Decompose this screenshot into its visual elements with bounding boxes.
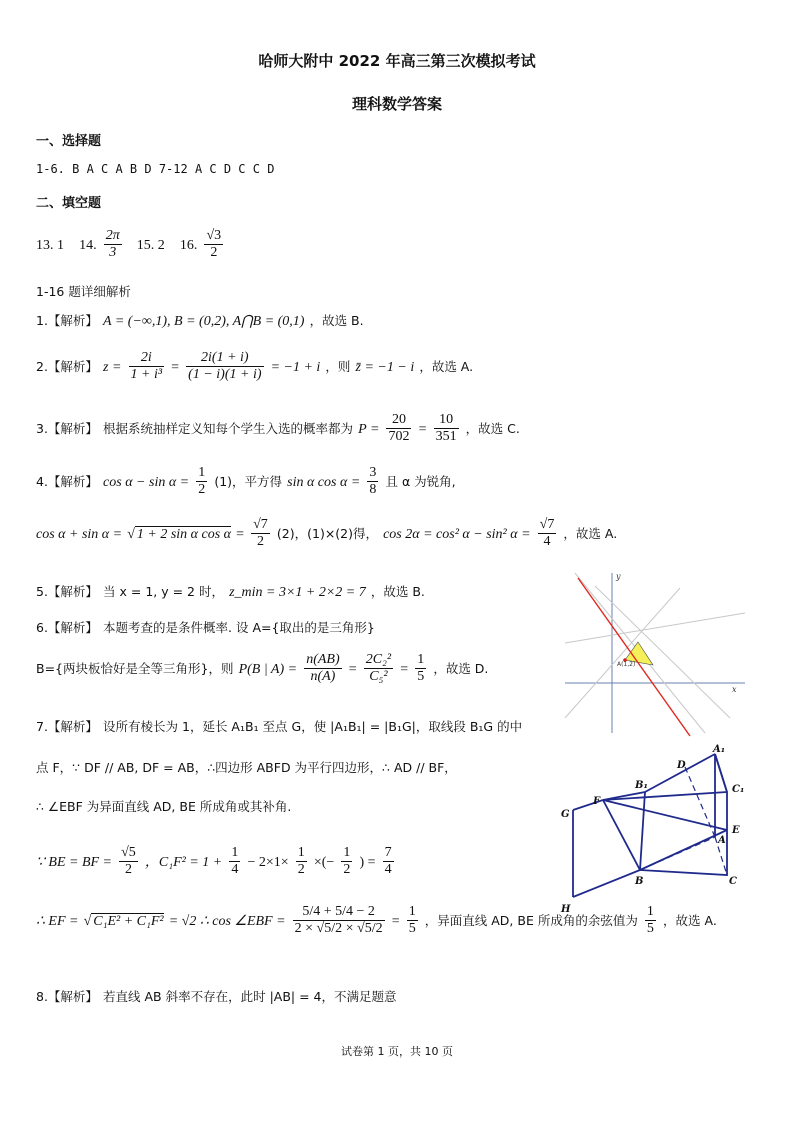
linear-programming-graph — [560, 568, 750, 738]
q7-cos-fraction — [293, 904, 385, 937]
q7-cos-ebf: = √2 ∴ cos ∠EBF = — [168, 914, 286, 929]
point-label: A(1,2) — [617, 661, 636, 668]
q5-text: 当 x = 1, y = 2 时， — [103, 584, 224, 599]
q7-conclusion: ，异面直线 AD, BE 所成角的余弦值为 — [424, 913, 638, 928]
q4-sqrt7-4-num: √7 — [539, 517, 555, 532]
q6-tail: ，故选 D. — [433, 661, 489, 676]
prism-figure — [555, 742, 755, 922]
q7-minus-term: − 2×1× — [247, 855, 289, 870]
q7-1-2b-num: 1 — [343, 845, 351, 860]
q6-f1-den: n(A) — [310, 669, 336, 684]
q7-sqrt5-num: √5 — [121, 845, 136, 860]
q6-line-2: B={两块板恰好是全等三角形}，则 P(B | A) = $\frac{n(AB)}{n(A)}$ = $\frac{\text{2C₂²}}{\text{C₅²}}$ = $\frac{1}{5}$ ，故选 D. — [36, 652, 489, 684]
q7-cos-num: 5/4 + 5/4 − 2 — [293, 904, 385, 921]
q6-f1-num: n(AB) — [306, 652, 340, 667]
q7-1-5b-den: 5 — [646, 921, 654, 936]
q6-f3-den: 5 — [417, 669, 425, 684]
q8-label: 8.【解析】 — [36, 989, 98, 1004]
label-d: D — [677, 760, 686, 771]
label-c: C — [729, 876, 737, 887]
q2-eq: = — [171, 360, 180, 375]
q2-f2-den: (1 − i)(1 + i) — [188, 367, 262, 382]
q6-b-def: B={两块板恰好是全等三角形}，则 — [36, 661, 234, 676]
q7-tail: ，故选 A. — [663, 913, 717, 928]
q6-fraction-1 — [304, 652, 341, 685]
q2-tail: ，故选 A. — [419, 359, 474, 374]
q4-sqrt7-4-den: 4 — [543, 534, 551, 549]
q1-tail: ，故选 B. — [309, 313, 364, 328]
edge-c1-a1 — [715, 754, 727, 792]
q2-result: = −1 + i — [270, 360, 321, 375]
answer-15: 15. 2 — [136, 238, 165, 253]
q2-then: ，则 — [325, 359, 351, 374]
q7-eq-2: = — [391, 914, 400, 929]
q7-ef-radicand: C₁E² + C₁F² — [93, 914, 164, 929]
q7-1-2a-den: 2 — [297, 862, 305, 877]
q5-expression: z_min = 3×1 + 2×2 = 7 — [229, 585, 366, 600]
q3-f2-den: 351 — [435, 429, 457, 444]
q4-line-1 — [36, 465, 456, 498]
q4-square-text: (1)，平方得 — [214, 474, 283, 489]
q4-frac-3-8 — [367, 465, 378, 498]
q7-label: 7.【解析】 — [36, 719, 98, 734]
q4-sqrt-radicand: 1 + 2 sin α cos α — [136, 527, 232, 542]
label-b: B — [635, 876, 644, 887]
q7-frac-1-5a — [407, 904, 418, 937]
page-footer: 试卷第 1 页，共 10 页 — [341, 1045, 453, 1058]
q7-1-5a-den: 5 — [408, 921, 416, 936]
q7-frac-1-2a — [296, 845, 307, 878]
q6-fraction-3 — [415, 652, 426, 685]
y-axis-label: y — [616, 572, 621, 581]
section-fill-heading: 二、填空题 — [36, 196, 102, 211]
q7-ef: ∴ EF = — [36, 914, 79, 929]
q4-label: 4.【解析】 — [36, 474, 98, 489]
label-a: A — [718, 835, 726, 846]
constraint-line-3 — [565, 613, 745, 643]
q7-1-2b-den: 2 — [343, 862, 351, 877]
q2-label: 2.【解析】 — [36, 359, 98, 374]
prism-edge-right — [640, 754, 727, 875]
q2-solution — [36, 350, 473, 383]
q4-frac-sqrt7-4 — [538, 517, 557, 550]
q4-half-num: 1 — [198, 465, 206, 480]
q7-l1: 设所有棱长为 1，延长 A₁B₁ 至点 G，使 |A₁B₁| = |B₁G|，取线段 B₁G 的中 — [103, 719, 523, 734]
q4-acute: 且 α 为锐角, — [385, 474, 456, 489]
q4-multiply-text: (2)，(1)×(2)得， — [276, 526, 378, 541]
q3-solution: 3.【解析】 根据系统抽样定义知每个学生入选的概率都为 P = $\frac{20}{702}$ = $\frac{10}{351}$ ，故选 C. — [36, 412, 520, 444]
edge-f-e — [603, 800, 727, 830]
q2-z: z = — [103, 360, 122, 375]
label-f: F — [593, 796, 601, 807]
edge-h-b — [573, 870, 640, 897]
choice-answers: 1-6. B A C A B D 7-12 A C D C C D — [36, 162, 275, 176]
q3-p: P = — [358, 422, 380, 437]
answer-14-numerator: 2π — [105, 228, 120, 243]
edge-b1-b — [640, 792, 645, 870]
q2-f1-den: 1 + i³ — [130, 367, 163, 382]
q6-label: 6.【解析】 — [36, 620, 98, 635]
q4-cos2a: cos 2α = cos² α − sin² α = — [383, 527, 531, 542]
q3-f1-num: 20 — [386, 412, 411, 429]
q6-f3-num: 1 — [417, 652, 425, 667]
q7-c1f2: ，C₁F² = 1 + — [144, 855, 223, 870]
q6-p: P(B | A) = — [238, 662, 298, 677]
q4-sqrt7-den: 2 — [256, 534, 264, 549]
x-axis-label: x — [732, 685, 737, 694]
exam-title: 哈师大附中 2022 年高三第三次模拟考试 — [258, 52, 536, 70]
label-h: H — [561, 904, 571, 915]
objective-line — [578, 578, 690, 736]
q1-label: 1.【解析】 — [36, 313, 98, 328]
label-c1: C₁ — [732, 784, 745, 795]
q7-times-neg: ×(− — [313, 855, 335, 870]
q3-f1-den: 702 — [388, 429, 410, 444]
q7-frac-1-2b — [341, 845, 352, 878]
q7-frac-7-4 — [383, 845, 394, 878]
q6-fraction-2 — [364, 652, 393, 685]
q7-7-4-num: 7 — [384, 845, 392, 860]
q5-label: 5.【解析】 — [36, 584, 98, 599]
detail-heading: 1-16 题详细解析 — [36, 284, 131, 299]
q7-line-2: 点 F，∵ DF // AB, DF = AB，∴四边形 ABFD 为平行四边形，∴ AD // BF， — [36, 760, 457, 775]
q4-sqrt7-num: √7 — [253, 517, 268, 532]
q7-line-3: ∴ ∠EBF 为异面直线 AD, BE 所成角或其补角. — [36, 799, 292, 814]
q8-solution — [36, 986, 397, 1005]
answer-16-label: 16. — [179, 238, 198, 253]
answer-14-label: 14. — [79, 238, 97, 253]
q7-frac-sqrt5-2 — [119, 845, 138, 878]
q2-f1-num: 2i — [129, 350, 165, 367]
q4-line-2: cos α + sin α = √ 1 + 2 sin α cos α = $\frac{√7}{2}$ (2)，(1)×(2)得， cos 2α = cos² α − sin² α = $\frac{√7}{4}$ ，故选 A. — [36, 517, 618, 549]
q7-frac-1-4 — [229, 845, 240, 878]
q3-tail: ，故选 C. — [465, 421, 520, 436]
label-e: E — [732, 825, 740, 836]
label-g: G — [561, 809, 570, 820]
q7-line-4 — [36, 845, 396, 878]
q3-f2-num: 10 — [434, 412, 459, 429]
answer-16-denominator: 2 — [210, 245, 218, 260]
q7-sqrt5-den: 2 — [124, 862, 132, 877]
answer-13: 13. 1 — [36, 238, 64, 253]
q6-f2-num: 2C₂² — [365, 652, 392, 667]
q4-eq-sign: = — [236, 527, 245, 542]
q4-tail: ，故选 A. — [563, 526, 618, 541]
dashed-b-a — [640, 837, 715, 870]
q3-text: 根据系统抽样定义知每个学生入选的概率都为 — [103, 421, 354, 436]
q4-frac-half — [196, 465, 207, 498]
q4-product: sin α cos α = — [287, 475, 361, 490]
label-b1: B₁ — [635, 780, 648, 791]
q7-1-4-den: 4 — [231, 862, 239, 877]
q2-f2-num: 2i(1 + i) — [186, 350, 263, 367]
answer-14-fraction — [104, 228, 122, 261]
q6-line-1 — [36, 617, 375, 636]
answer-subtitle: 理科数学答案 — [351, 95, 442, 113]
label-a1: A₁ — [713, 744, 726, 755]
answer-14-denominator: 3 — [109, 245, 117, 260]
q7-7-4-den: 4 — [384, 862, 392, 877]
q7-1-5a-num: 1 — [408, 904, 416, 919]
answer-16-fraction — [204, 228, 223, 261]
q1-solution — [36, 310, 364, 330]
section-choice-heading: 一、选择题 — [36, 134, 102, 149]
q7-close-eq: ) = — [359, 855, 376, 870]
q4-3-8-den: 8 — [369, 482, 377, 497]
q8-text: 若直线 AB 斜率不存在，此时 |AB| = 4，不满足题意 — [103, 989, 397, 1004]
q2-fraction-1 — [129, 350, 165, 383]
q4-sum: cos α + sin α = — [36, 527, 123, 542]
q2-conjugate: z̄ = −1 − i — [355, 360, 415, 375]
q4-3-8-num: 3 — [369, 465, 377, 480]
fill-answers — [36, 228, 225, 261]
q7-1-2a-num: 1 — [297, 845, 305, 860]
answer-16-numerator: √3 — [206, 228, 222, 243]
q3-fraction-1 — [386, 412, 411, 445]
edge-f-b — [603, 800, 640, 870]
q3-label: 3.【解析】 — [36, 421, 98, 436]
q4-frac-sqrt7-2 — [251, 517, 270, 550]
q1-expression: A = (−∞,1), B = (0,2), A⋂B = (0,1) — [103, 314, 305, 329]
dashed-d-a — [685, 767, 715, 837]
q7-line-1 — [36, 716, 522, 735]
q4-half-den: 2 — [198, 482, 206, 497]
q3-fraction-2 — [434, 412, 459, 445]
q4-eq1: cos α − sin α = — [103, 475, 190, 490]
q7-line-5: ∴ EF = √ C₁E² + C₁F² = √2 ∴ cos ∠EBF = $\frac{5/4 + 5/4 - 2}{2 \times √5/2 \times √5/2}$ = $\frac{1}{5}$ ，异面直线 AD, BE 所成角的余弦值为 $\frac{1}{5}$ ，故选 A. — [36, 904, 717, 936]
q5-tail: ，故选 B. — [370, 584, 425, 599]
q2-fraction-2 — [186, 350, 263, 383]
q6-f2-den: C₅² — [369, 669, 388, 684]
q7-1-4-num: 1 — [231, 845, 239, 860]
q7-1-5b-num: 1 — [646, 904, 654, 919]
q6-text: 本题考查的是条件概率. 设 A={取出的是三角形} — [103, 620, 375, 635]
q7-cos-den: 2 × √5/2 × √5/2 — [294, 921, 383, 936]
q5-solution — [36, 581, 425, 601]
q7-be-bf: ∵ BE = BF = — [36, 855, 113, 870]
